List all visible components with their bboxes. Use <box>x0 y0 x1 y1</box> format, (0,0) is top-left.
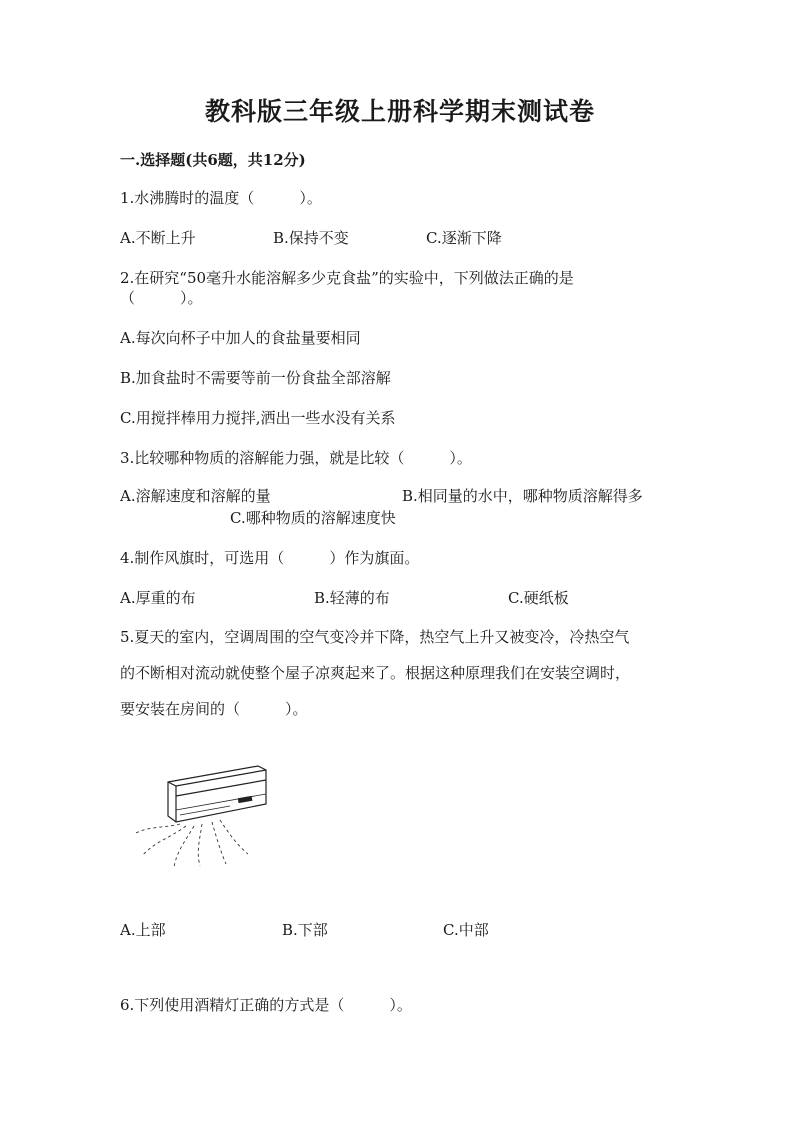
question-1-stem: 1.水沸腾时的温度（ ）。 <box>120 189 322 207</box>
question-5-stem-line-1: 5.夏天的室内，空调周围的空气变冷并下降，热空气上升又被变冷，冷热空气 <box>120 628 630 646</box>
question-3-option-c: C.哪种物质的溶解速度快 <box>230 509 396 527</box>
question-3-option-b: B.相同量的水中，哪种物质溶解得多 <box>402 487 643 505</box>
question-2-option-c: C.用搅拌棒用力搅拌,洒出一些水没有关系 <box>120 409 396 427</box>
question-2-stem-line-2: （ ）。 <box>120 289 203 307</box>
question-5-stem-line-3: 要安装在房间的（ ）。 <box>120 700 308 718</box>
air-conditioner-illustration <box>130 760 280 875</box>
question-1-option-c: C.逐渐下降 <box>426 229 502 247</box>
question-2-option-b: B.加食盐时不需要等前一份食盐全部溶解 <box>120 369 391 387</box>
question-2-option-a: A.每次向杯子中加人的食盐量要相同 <box>120 329 361 347</box>
question-3-option-a: A.溶解速度和溶解的量 <box>120 487 271 505</box>
exam-title: 教科版三年级上册科学期末测试卷 <box>204 97 595 126</box>
question-1-option-a: A.不断上升 <box>120 229 196 247</box>
question-1-option-b: B.保持不变 <box>273 229 349 247</box>
question-4-option-c: C.硬纸板 <box>508 589 569 607</box>
question-3-stem: 3.比较哪种物质的溶解能力强，就是比较（ ）。 <box>120 449 472 467</box>
question-6-stem: 6.下列使用酒精灯正确的方式是（ ）。 <box>120 996 412 1014</box>
question-5-option-b: B.下部 <box>282 921 328 939</box>
question-5-option-a: A.上部 <box>120 921 166 939</box>
question-4-stem: 4.制作风旗时，可选用（ ）作为旗面。 <box>120 549 420 567</box>
question-4-option-a: A.厚重的布 <box>120 589 196 607</box>
question-2-stem-line-1: 2.在研究“50毫升水能溶解多少克食盐”的实验中，下列做法正确的是 <box>120 269 574 287</box>
question-5-option-c: C.中部 <box>443 921 489 939</box>
question-5-stem-line-2: 的不断相对流动就使整个屋子凉爽起来了。根据这种原理我们在安装空调时， <box>120 664 631 682</box>
section-heading: 一.选择题(共6题，共12分) <box>120 151 306 169</box>
question-4-option-b: B.轻薄的布 <box>314 589 390 607</box>
